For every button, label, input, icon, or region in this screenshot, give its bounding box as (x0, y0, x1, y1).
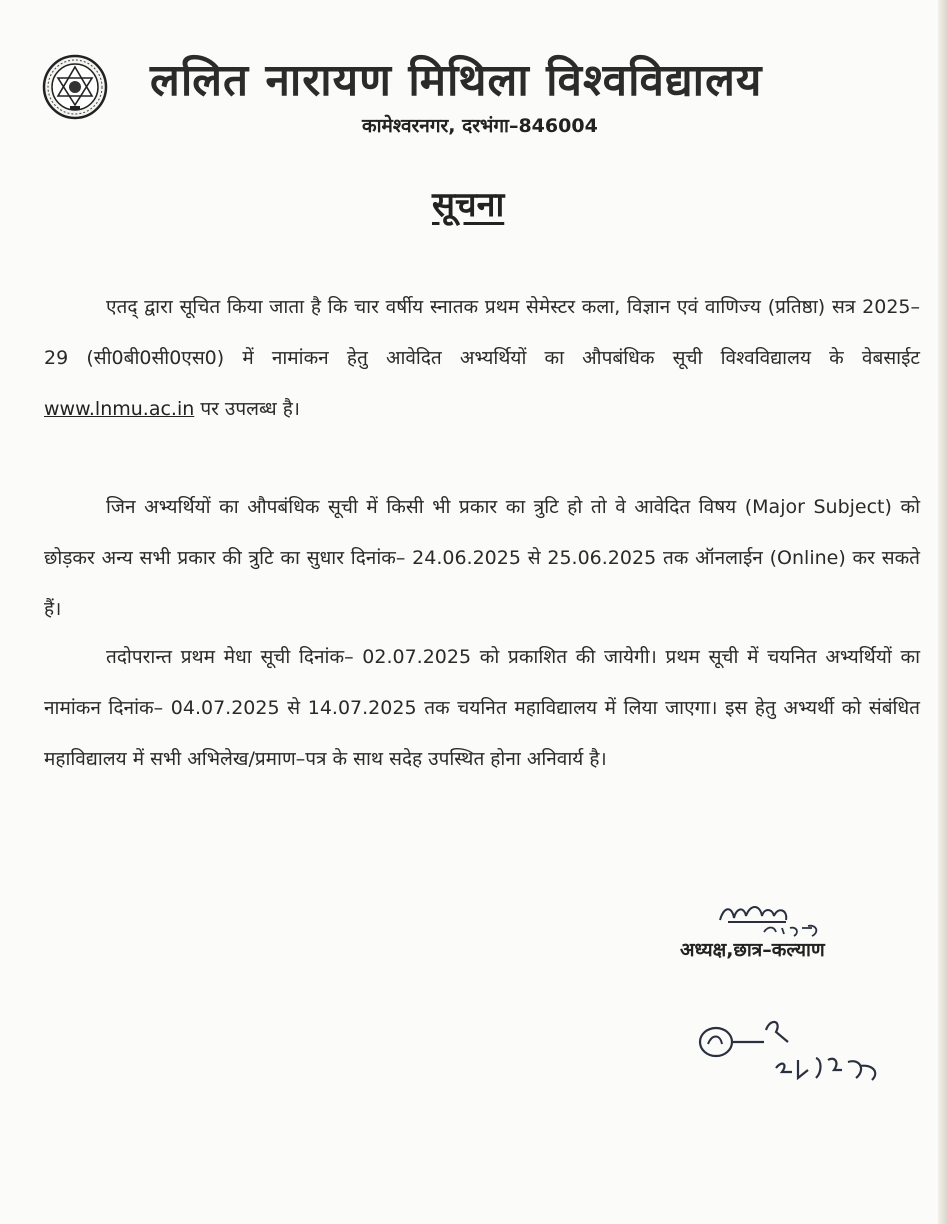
notice-paragraph-3: तदोपरान्त प्रथम मेधा सूची दिनांक– 02.07.2025 को प्रकाशित की जायेगी। प्रथम सूची में चयनित अभ्यर्थियों का नामांकन दिनांक– 04.07.2025 से 14.07.2025 तक चयनित महाविद्यालय में लिया जाएगा। इस हेतु अभ्यर्थी को संबंधित महाविद्यालय में सभी अभिलेख/प्रमाण–पत्र के साथ सदेह उपस्थित होना अनिवार्य है। (44, 646, 920, 770)
notice-paragraph-1 (44, 282, 920, 435)
website-link[interactable]: www.lnmu.ac.in (44, 398, 195, 420)
signature-block (680, 906, 930, 976)
university-address: कामेश्वरनगर, दरभंगा–846004 (362, 115, 598, 137)
letterhead (0, 40, 948, 150)
second-handwritten-signature (690, 1008, 900, 1102)
notice-paragraph-2: जिन अभ्यर्थियों का औपबंधिक सूची में किसी भी प्रकार का त्रुटि हो तो वे आवेदित विषय (Major Subject) को छोड़कर अन्य सभी प्रकार की त्रुटि का सुधार दिनांक– 24.06.2025 से 25.06.2025 तक ऑनलाईन (Online) कर सकते हैं। (44, 496, 920, 620)
university-seal-logo (42, 54, 108, 120)
notice-title: सूचना (432, 185, 505, 225)
page-edge-shadow (938, 0, 948, 1224)
paragraph-1-text: एतद् द्वारा सूचित किया जाता है कि चार वर्षीय स्नातक प्रथम सेमेस्टर कला, विज्ञान एवं वाणिज्य (प्रतिष्ठा) सत्र 2025–29 (सी0बी0सी0एस0) में नामांकन हेतु आवेदित अभ्यर्थियों का औपबंधिक सूची विश्वविद्यालय के वेबसाईट (44, 296, 920, 369)
signatory-designation: अध्यक्ष,छात्र–कल्याण (680, 939, 825, 961)
paragraph-1-tail: पर उपलब्ध है। (194, 398, 300, 420)
university-name: ललित नारायण मिथिला विश्वविद्यालय (150, 55, 763, 106)
